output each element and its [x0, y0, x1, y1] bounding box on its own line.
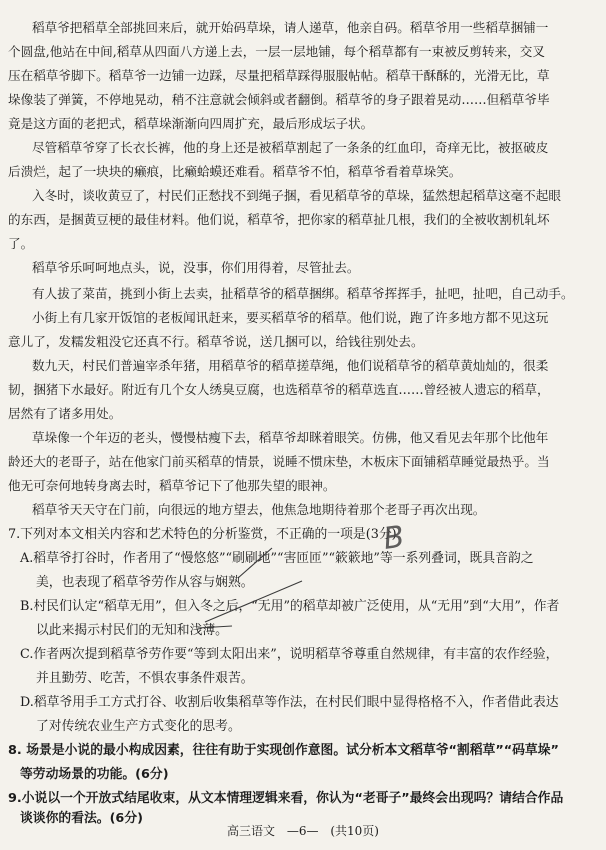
passage-line: 有人拔了菜苗，挑到小街上去卖，扯稻草爷的稻草捆绑。稻草爷挥挥手，扯吧，扯吧，自己动手。: [32, 286, 574, 301]
passage-line: 他无可奈何地转身离去时，稻草爷记下了他那失望的眼神。: [8, 478, 336, 493]
question-8-stem-cont: 等劳动场景的功能。(6分): [20, 767, 169, 782]
passage-line: 后溃烂，起了一块块的癞痕，比癞蛤蟆还难看。稻草爷不怕，稻草爷看着草垛笑。: [8, 164, 462, 179]
passage-line: 龄还大的老哥子，站在他家门前买稻草的情景，说睡不惯床垫，木板床下面铺稻草睡觉最热乎。当: [8, 454, 550, 469]
passage-line: 韧，捆猪下水最好。附近有几个女人绣臭豆腐，也选稻草爷的稻草选直……曾经被人遗忘的稻草，: [8, 382, 550, 397]
question-8-stem: 8. 场景是小说的最小构成因素，往往有助于实现创作意图。试分析本文稻草爷“割稻草”“码草垛”: [8, 743, 559, 758]
question-9-stem: 9.小说以一个开放式结尾收束，从文本情理逻辑来看，你认为“老哥子”最终会出现吗？请结合作品: [8, 791, 564, 806]
passage-line: 入冬时，谈收黄豆了，村民们正愁找不到绳子捆，看见稻草爷的草垛，猛然想起稻草这毫不起眼: [32, 188, 561, 203]
question-7-option-c: C.作者两次提到稻草爷劳作要“等到太阳出来”，说明稻草爷尊重自然规律，有丰富的农作经验，: [20, 647, 559, 662]
passage-line: 垛像装了弹簧，不停地晃动，稍不注意就会倾斜或者翻倒。稻草爷的身子跟着晃动……但稻草爷毕: [8, 92, 550, 107]
passage-line: 稻草爷天天守在门前，向很远的地方望去，他焦急地期待着那个老哥子再次出现。: [32, 502, 486, 517]
question-7-option-a-cont: 美，也表现了稻草爷劳作从容与娴熟。: [36, 575, 254, 590]
passage-line: 小街上有几家开饭馆的老板闻讯赶来，要买稻草爷的稻草。他们说，跑了许多地方都不见这玩: [32, 310, 549, 325]
footer-total-pages: (共10页): [330, 824, 379, 838]
question-7-option-b-cont: 以此来揭示村民们的无知和浅薄。: [36, 623, 228, 638]
passage-line: 稻草爷把稻草全部挑回来后，就开始码草垛，请人递草，他亲自码。稻草爷用一些稻草捆铺一: [32, 20, 549, 35]
question-7-option-c-cont: 并且勤劳、吃苦，不惧农事条件艰苦。: [36, 671, 254, 686]
passage-line: 压在稻草爷脚下。稻草爷一边铺一边踩，尽量把稻草踩得服服帖帖。稻草干酥酥的，光滑无比，草: [8, 68, 550, 83]
passage-line: 的东西，是捆黄豆梗的最佳材料。他们说，稻草爷，把你家的稻草扯几根，我们的全被收割机轧坏: [8, 212, 550, 227]
passage-line: 稻草爷乐呵呵地点头，说，没事，你们用得着，尽管扯去。: [32, 260, 360, 275]
question-9-stem-cont: 谈谈你的看法。(6分): [20, 811, 143, 826]
question-7-option-d-cont: 了对传统农业生产方式变化的思考。: [36, 719, 241, 734]
question-7-option-a: A.稻草爷打谷时，作者用了“慢悠悠”“刷刷地”“害匝匝”“簌簌地”等一系列叠词，既具音韵之: [20, 551, 534, 566]
question-7-option-d: D.稻草爷用手工方式打谷、收割后收集稻草等作法，在村民们眼中显得格格不入，作者借此表达: [20, 695, 559, 710]
question-7-stem: 7.下列对本文相关内容和艺术特色的分析鉴赏，不正确的一项是(3分): [8, 527, 397, 542]
passage-line: 尽管稻草爷穿了长衣长裤，他的身上还是被稻草割起了一条条的红血印，奇痒无比，被抠破皮: [32, 140, 549, 155]
page-footer: [0, 822, 606, 839]
handwritten-answer-letter: B: [381, 519, 407, 557]
question-7-option-b: B.村民们认定“稻草无用”，但入冬之后，“无用”的稻草却被广泛使用，从“无用”到“大用”，作者: [20, 599, 560, 614]
passage-line: 竟是这方面的老把式，稻草垛渐渐向四周扩充，最后形成坛子状。: [8, 116, 374, 131]
passage-line: 居然有了诸多用处。: [8, 406, 122, 421]
passage-line: 了。: [8, 236, 34, 251]
footer-page-number: —6—: [286, 824, 319, 838]
passage-line: 数九天，村民们普遍宰杀年猪，用稻草爷的稻草搓草绳，他们说稻草爷的稻草黄灿灿的，很柔: [32, 358, 549, 373]
passage-line: 草垛像一个年迈的老头，慢慢枯瘦下去，稻草爷却眯着眼笑。仿佛，他又看见去年那个比他年: [32, 430, 549, 445]
passage-line: 个圆盘,他站在中间,稻草从四面八方递上去，一层一层地铺，每个稻草都有一束被反剪转来，交叉: [8, 44, 545, 59]
footer-subject: 高三语文: [227, 824, 276, 838]
passage-line: 意儿了，发糯发粗没它还真不行。稻草爷说，送几捆可以，给钱往别处去。: [8, 334, 424, 349]
